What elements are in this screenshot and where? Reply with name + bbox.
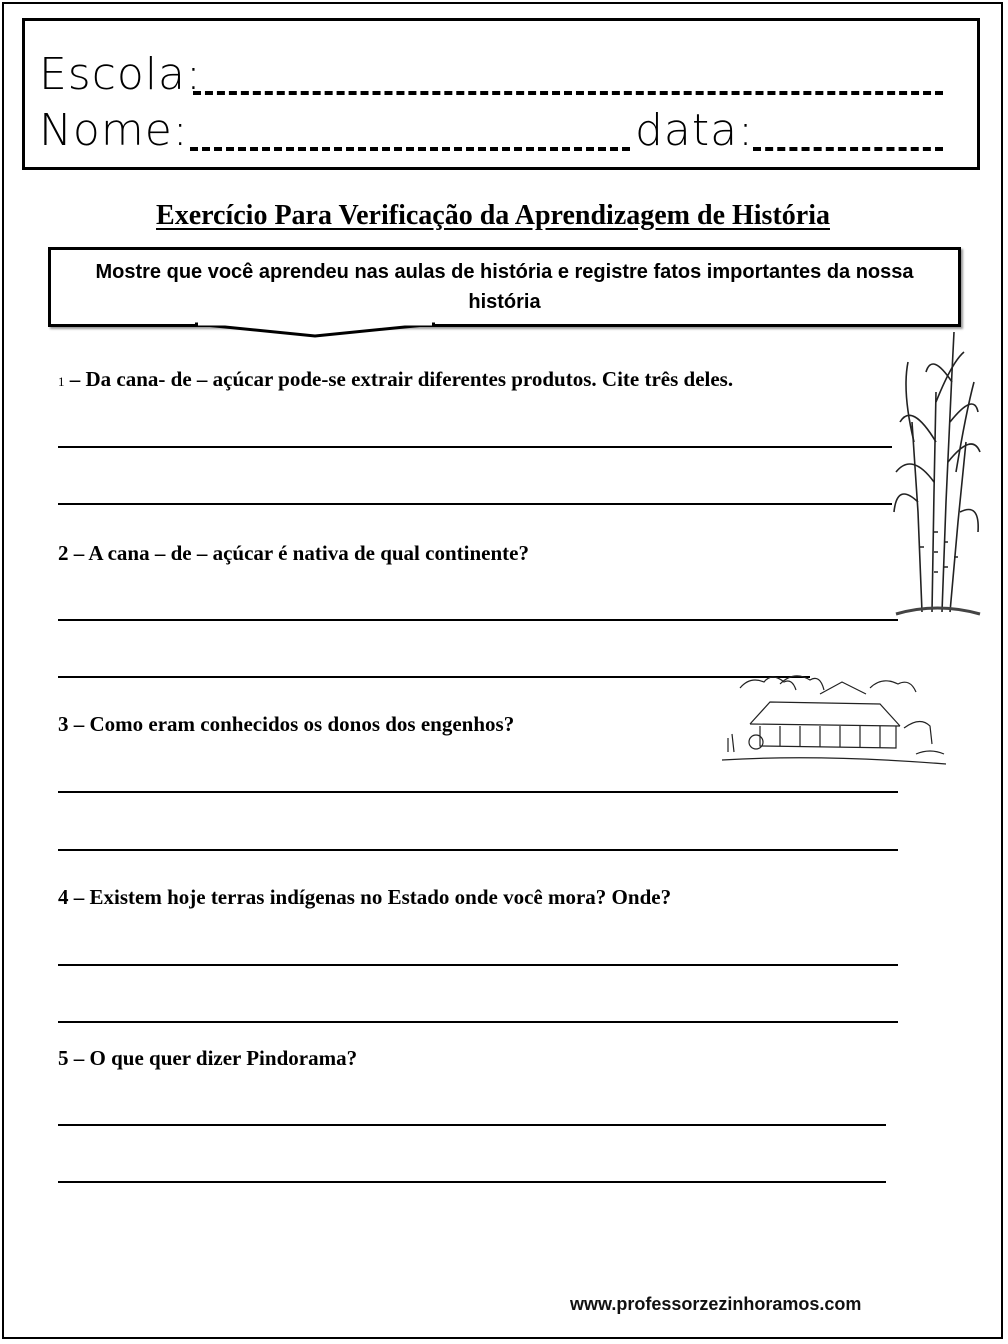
question-2-text: – A cana – de – açúcar é nativa de qual continente? (68, 541, 529, 565)
escola-label: Escola: (39, 49, 202, 100)
answer-line-5a[interactable] (58, 1124, 886, 1126)
question-1-text: – Da cana- de – açúcar pode-se extrair diferentes produtos. Cite três deles. (64, 367, 734, 391)
question-4-text: – Existem hoje terras indígenas no Estado onde você mora? Onde? (68, 885, 672, 909)
answer-line-4a[interactable] (58, 964, 898, 966)
question-1 (58, 367, 733, 392)
question-5 (58, 1046, 357, 1071)
instruction-callout (48, 247, 961, 327)
data-label: data: (635, 105, 754, 156)
question-1-number: 1 (58, 374, 65, 389)
question-5-number: 5 (58, 1046, 69, 1070)
question-4 (58, 885, 671, 910)
instruction-text: Mostre que você aprendeu nas aulas de história e registre fatos importantes da nossa história (95, 261, 914, 313)
answer-line-1a[interactable] (58, 446, 892, 448)
footer-url[interactable]: www.professorzezinhoramos.com (570, 1294, 862, 1314)
question-5-text: – O que quer dizer Pindorama? (68, 1046, 358, 1070)
answer-line-2a[interactable] (58, 619, 898, 621)
answer-line-5b[interactable] (58, 1181, 886, 1183)
question-4-number: 4 (58, 885, 69, 909)
nome-field[interactable] (190, 147, 630, 151)
answer-line-1b[interactable] (58, 503, 892, 505)
question-2 (58, 541, 529, 566)
answer-line-3a[interactable] (58, 791, 898, 793)
callout-tail (195, 322, 435, 340)
question-2-number: 2 (58, 541, 69, 565)
question-3-number: 3 (58, 712, 69, 736)
page-title: Exercício Para Verificação da Aprendizagem de História (156, 200, 830, 231)
answer-line-2b[interactable] (58, 676, 810, 678)
data-field[interactable] (753, 147, 943, 151)
escola-field[interactable] (193, 91, 943, 95)
student-info-box (22, 18, 980, 170)
question-3 (58, 712, 514, 737)
answer-line-4b[interactable] (58, 1021, 898, 1023)
question-3-text: – Como eram conhecidos os donos dos engenhos? (68, 712, 515, 736)
nome-label: Nome: (39, 105, 189, 156)
answer-line-3b[interactable] (58, 849, 898, 851)
sugar-mill-illustration (720, 668, 948, 766)
sugarcane-illustration (892, 332, 982, 617)
